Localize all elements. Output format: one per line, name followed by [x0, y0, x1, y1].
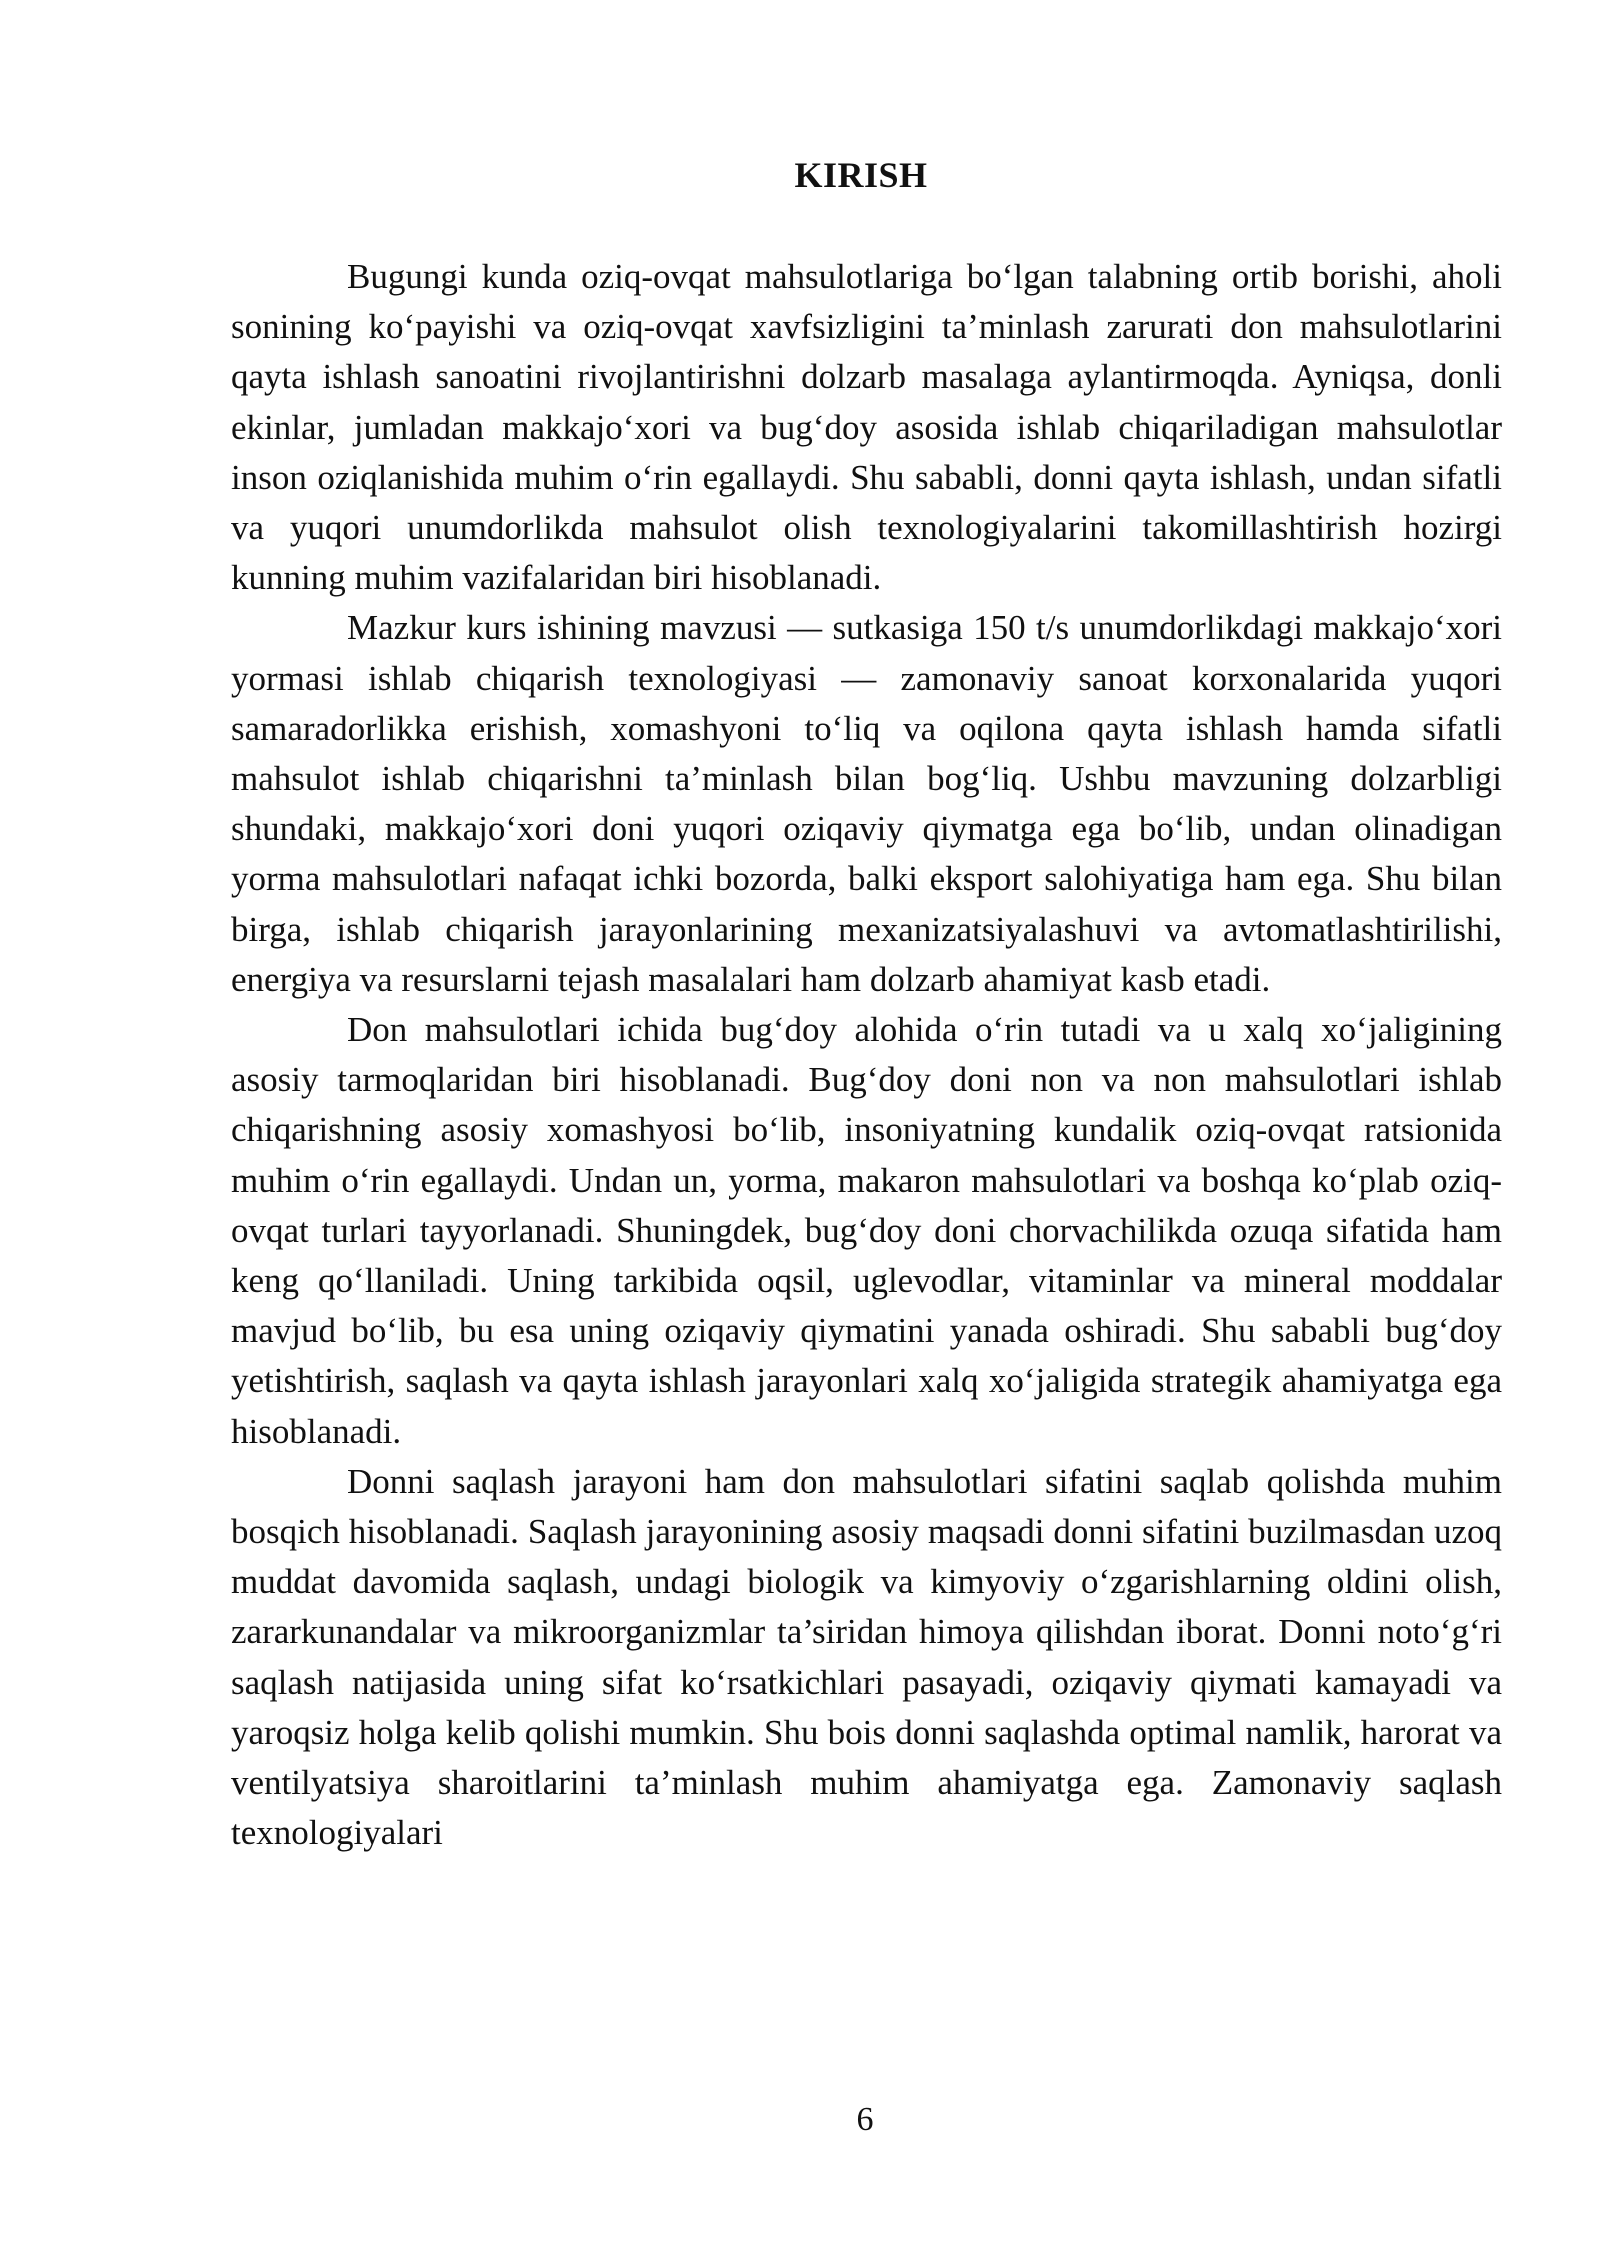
paragraph-2: Mazkur kurs ishining mavzusi — sutkasiga 150 t/s unumdorlikdagi makkajo‘xori yormasi ishlab chiqarish texnologiyasi — zamonaviy sanoat korxonalarida yuqori samaradorlikka erishish, xomashyoni to‘liq va oqilona qayta ishlash hamda sifatli mahsulot ishlab chiqarishni ta’minlash bilan bog‘liq. Ushbu mavzuning dolzarbligi shundaki, makkajo‘xori doni yuqori oziqaviy qiymatga ega bo‘lib, undan olinadigan yorma mahsulotlari nafaqat ichki bozorda, balki eksport salohiyatiga ham ega. Shu bilan birga, ishlab chiqarish jarayonlarining mexanizatsiyalashuvi va avtomatlashtirilishi, energiya va resurslarni tejash masalalari ham dolzarb ahamiyat kasb etadi.	[231, 608, 1502, 999]
body-text	[231, 252, 1502, 1859]
paragraph-3: Don mahsulotlari ichida bug‘doy alohida o‘rin tutadi va u xalq xo‘jaligining asosiy tarmoqlaridan biri hisoblanadi. Bug‘doy doni non va non mahsulotlari ishlab chiqarishning asosiy xomashyosi bo‘lib, insoniyatning kundalik oziq-ovqat ratsionida muhim o‘rin egallaydi. Undan un, yorma, makaron mahsulotlari va boshqa ko‘plab oziq-ovqat turlari tayyorlanadi. Shuningdek, bug‘doy doni chorvachilikda ozuqa sifatida ham keng qo‘llaniladi. Uning tarkibida oqsil, uglevodlar, vitaminlar va mineral moddalar mavjud bo‘lib, bu esa uning oziqaviy qiymatini yanada oshiradi. Shu sababli bug‘doy yetishtirish, saqlash va qayta ishlash jarayonlari xalq xo‘jaligida strategik ahamiyatga ega hisoblanadi.	[231, 1010, 1502, 1451]
paragraph-4: Donni saqlash jarayoni ham don mahsulotlari sifatini saqlab qolishda muhim bosqich hisoblanadi. Saqlash jarayonining asosiy maqsadi donni sifatini buzilmasdan uzoq muddat davomida saqlash, undagi biologik va kimyoviy o‘zgarishlarning oldini olish, zararkunandalar va mikroorganizmlar ta’siridan himoya qilishdan iborat. Donni noto‘g‘ri saqlash natijasida uning sifat ko‘rsatkichlari pasayadi, oziqaviy qiymati kamayadi va yaroqsiz holga kelib qolishi mumkin. Shu bois donni saqlashda optimal namlik, harorat va ventilyatsiya sharoitlarini ta’minlash muhim ahamiyatga ega. Zamonaviy saqlash texnologiyalari	[231, 1461, 1502, 1853]
paragraph-1: Bugungi kunda oziq-ovqat mahsulotlariga bo‘lgan talabning ortib borishi, aholi sonining ko‘payishi va oziq-ovqat xavfsizligini ta’minlash zarurati don mahsulotlarini qayta ishlash sanoatini rivojlantirishni dolzarb masalaga aylantirmoqda. Ayniqsa, donli ekinlar, jumladan makkajo‘xori va bug‘doy asosida ishlab chiqariladigan mahsulotlar inson oziqlanishida muhim o‘rin egallaydi. Shu sababli, donni qayta ishlash, undan sifatli va yuqori unumdorlikda mahsulot olish texnologiyalarini takomillashtirish hozirgi kunning muhim vazifalaridan biri hisoblanadi.	[231, 257, 1502, 598]
page-number: 6	[856, 2101, 874, 2138]
section-title: KIRISH	[794, 155, 928, 195]
